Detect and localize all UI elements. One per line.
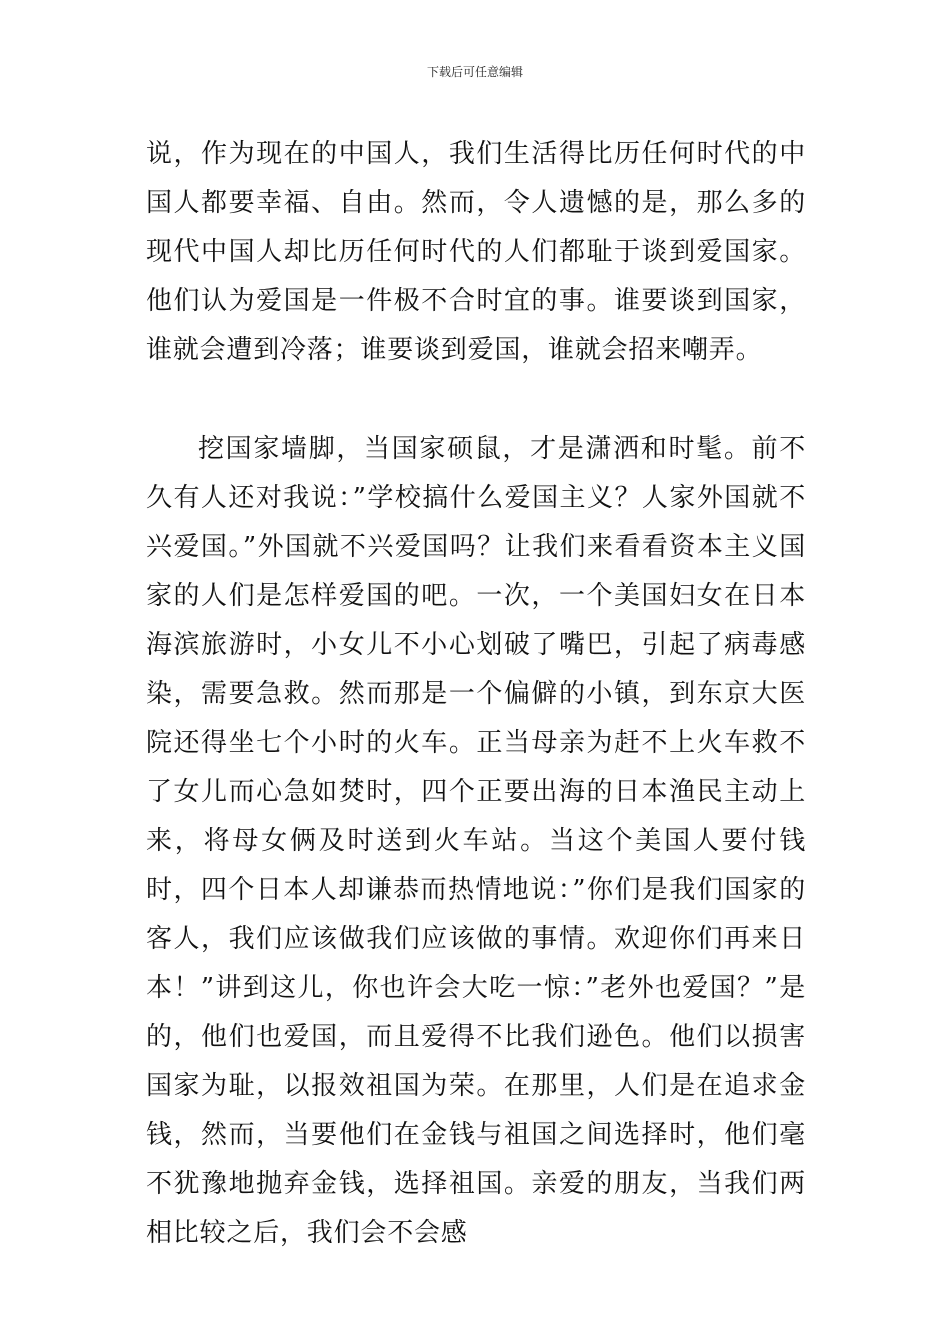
paragraph-spacer	[146, 375, 806, 425]
paragraph-1: 说，作为现在的中国人，我们生活得比历任何时代的中国人都要幸福、自由。然而，令人遗憾的是，那么多的现代中国人却比历任何时代的人们都耻于谈到爱国家。他们认为爱国是一件极不合时宜的事。谁要谈到国家，谁就会遭到冷落；谁要谈到爱国，谁就会招来嘲弄。	[146, 139, 806, 365]
paragraph-2: 挖国家墙脚，当国家硕鼠，才是潇洒和时髦。前不久有人还对我说：”学校搞什么爱国主义？人家外国就不兴爱国。”外国就不兴爱国吗？让我们来看看资本主义国家的人们是怎样爱国的吧。一次，一个美国妇女在日本海滨旅游时，小女儿不小心划破了嘴巴，引起了病毒感染，需要急救。然而那是一个偏僻的小镇，到东京大医院还得坐七个小时的火车。正当母亲为赶不上火车救不了女儿而心急如焚时，四个正要出海的日本渔民主动上来，将母女俩及时送到火车站。当这个美国人要付钱时，四个日本人却谦恭而热情地说：”你们是我们国家的客人，我们应该做我们应该做的事情。欢迎你们再来日本！”讲到这儿，你也许会大吃一惊：”老外也爱国？”是的，他们也爱国，而且爱得不比我们逊色。他们以损害国家为耻，以报效祖国为荣。在那里，人们是在追求金钱，然而，当要他们在金钱与祖国之间选择时，他们毫不犹豫地抛弃金钱，选择祖国。亲爱的朋友，当我们两相比较之后，我们会不会感	[146, 434, 806, 1248]
document-body	[146, 130, 806, 1258]
page-header: 下载后可任意编辑	[426, 65, 523, 79]
